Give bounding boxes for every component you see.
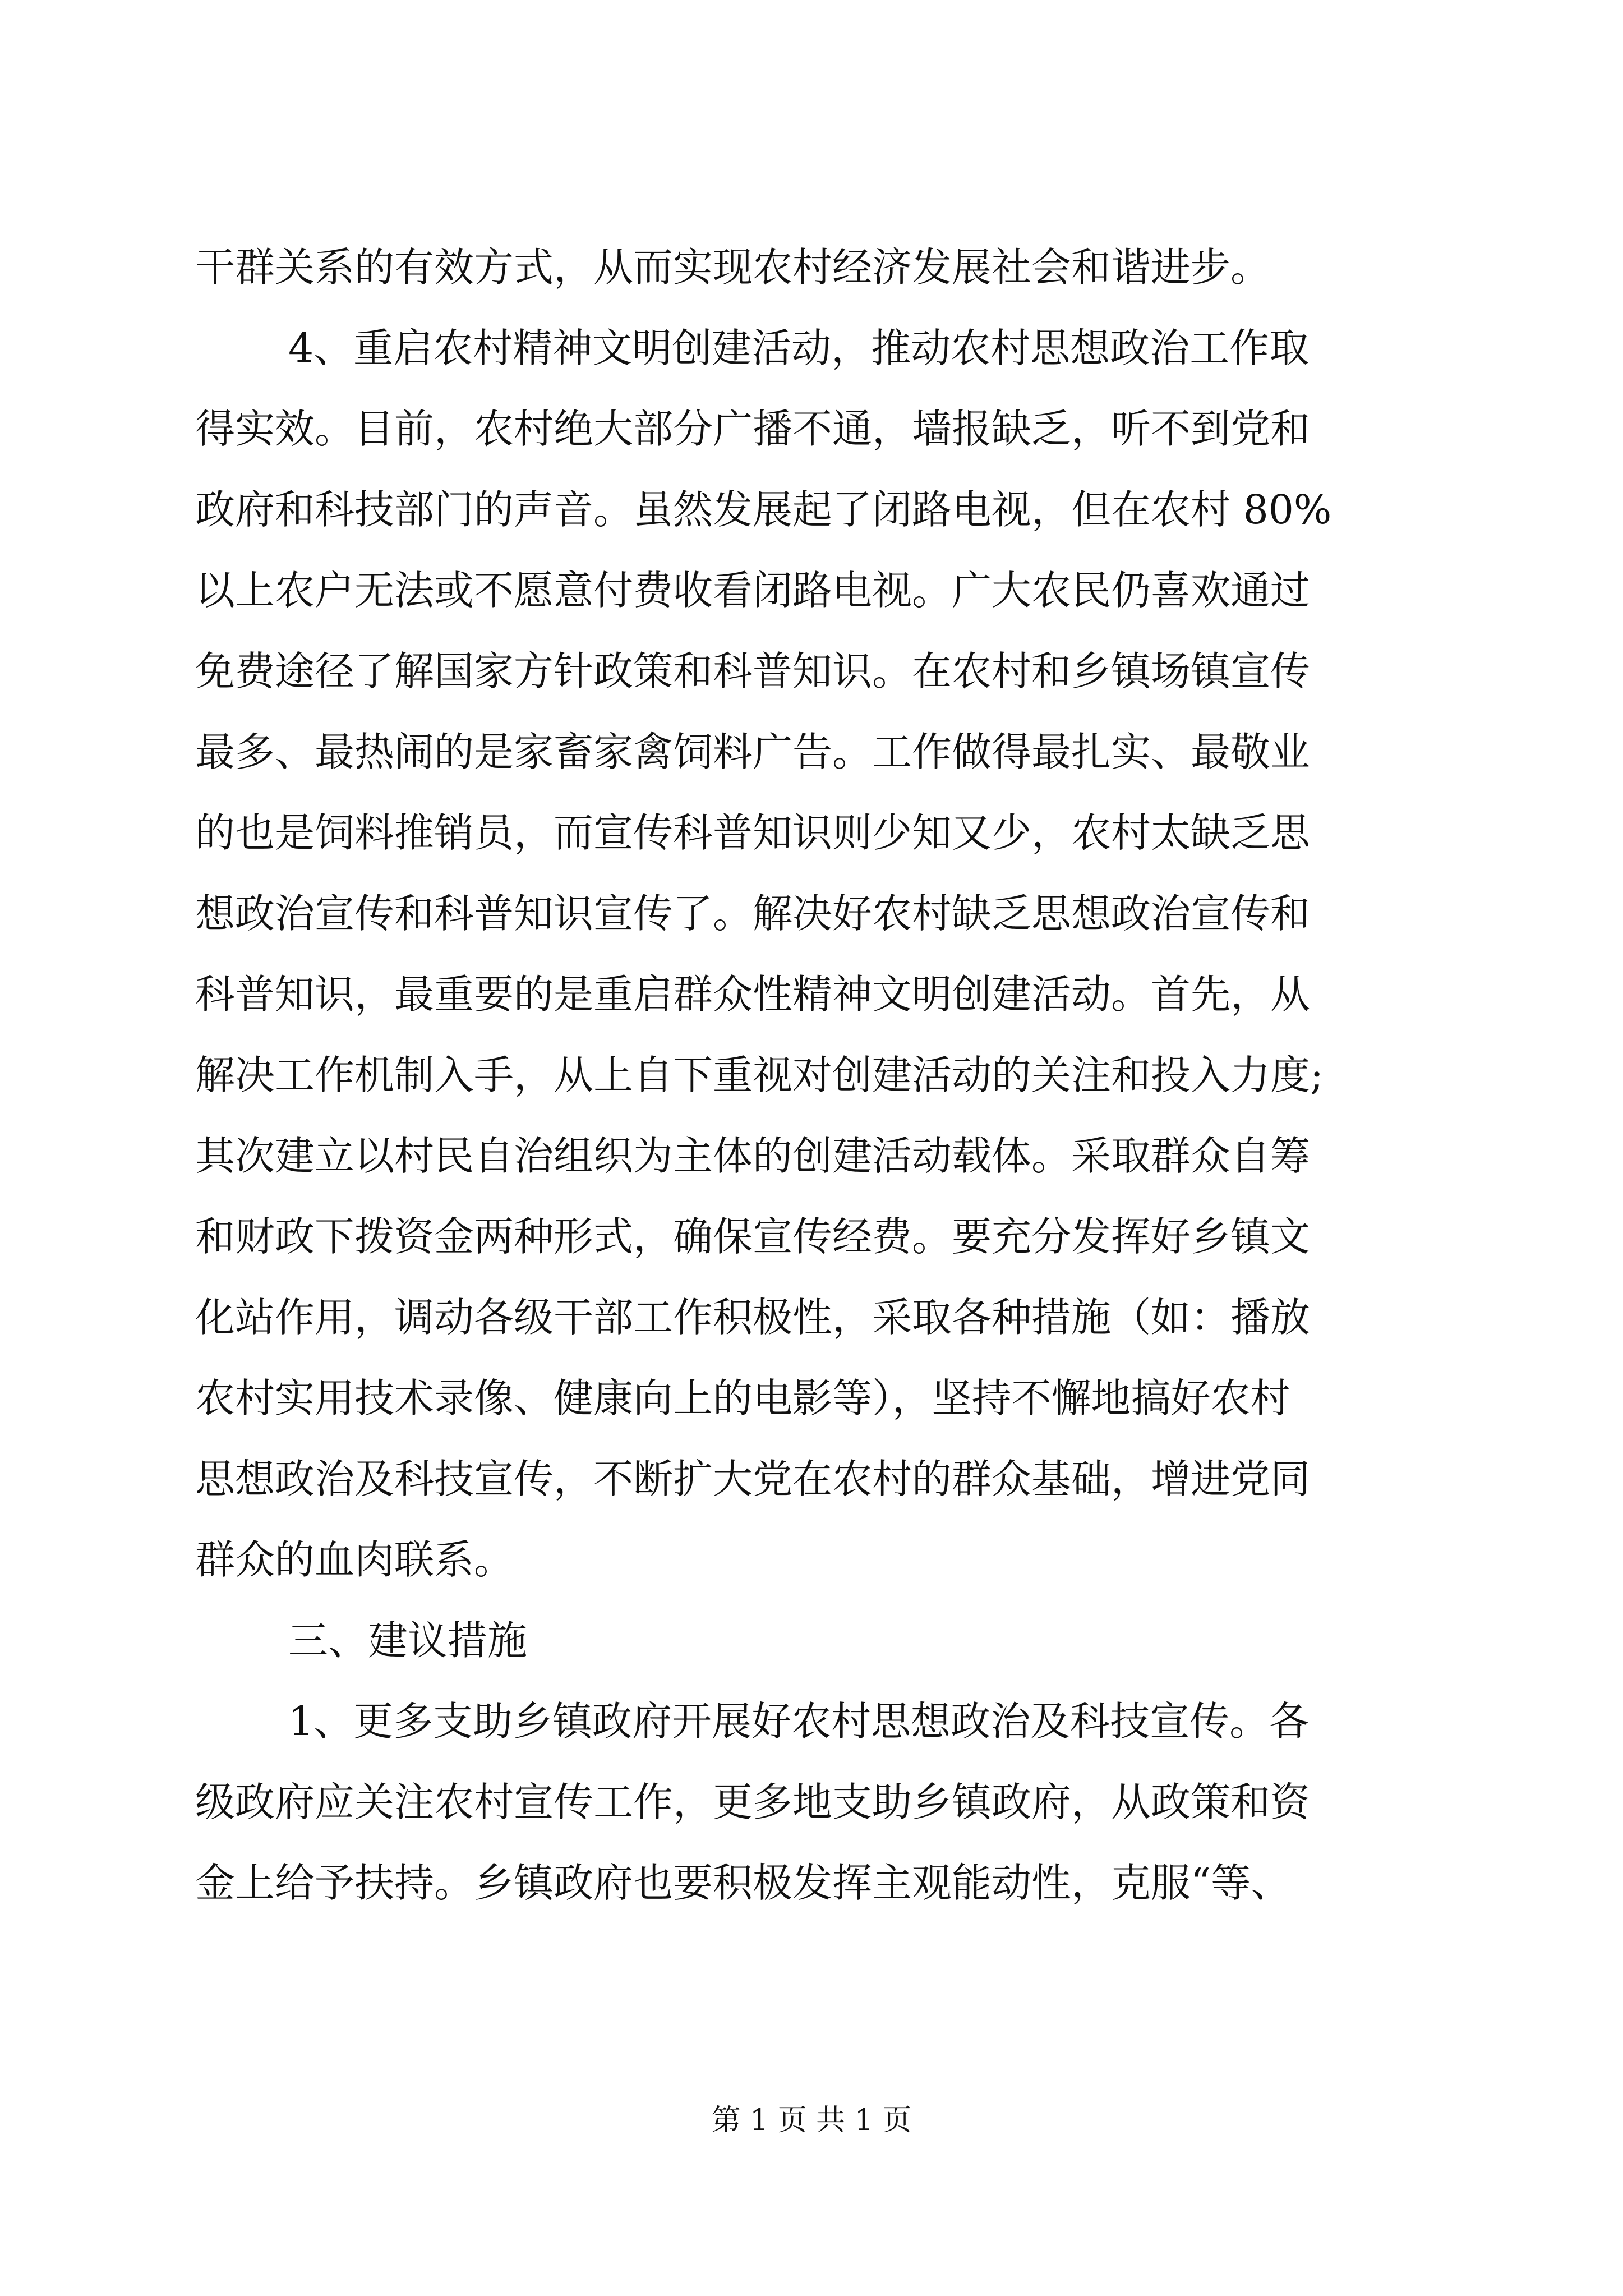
text-line: 和财政下拨资金两种形式，确保宣传经费。要充分发挥好乡镇文 xyxy=(195,1213,1311,1260)
text-line: 免费途径了解国家方针政策和科普知识。在农村和乡镇场镇宣传 xyxy=(195,648,1311,694)
text-line: 解决工作机制入手，从上自下重视对创建活动的关注和投入力度; xyxy=(195,1052,1324,1098)
paragraph-start-line: 1、更多支助乡镇政府开展好农村思想政治及科技宣传。各 xyxy=(288,1698,1310,1745)
text-line: 政府和科技部门的声音。虽然发展起了闭路电视，但在农村 80% xyxy=(195,486,1332,533)
text-line: 农村实用技术录像、健康向上的电影等），坚持不懈地搞好农村 xyxy=(195,1375,1290,1421)
text-line: 科普知识，最重要的是重启群众性精神文明创建活动。首先，从 xyxy=(195,971,1311,1018)
text-line: 得实效。目前，农村绝大部分广播不通，墙报缺乏，听不到党和 xyxy=(195,406,1311,452)
paragraph-start-line: 4、重启农村精神文明创建活动，推动农村思想政治工作取 xyxy=(288,325,1310,371)
text-line: 最多、最热闹的是家畜家禽饲料广告。工作做得最扎实、最敬业 xyxy=(195,729,1311,775)
text-line: 思想政治及科技宣传，不断扩大党在农村的群众基础，增进党同 xyxy=(195,1456,1311,1502)
text-line: 以上农户无法或不愿意付费收看闭路电视。广大农民仍喜欢通过 xyxy=(195,567,1311,614)
text-line: 化站作用，调动各级干部工作积极性，采取各种措施（如：播放 xyxy=(195,1294,1311,1341)
text-line: 其次建立以村民自治组织为主体的创建活动载体。采取群众自筹 xyxy=(195,1133,1311,1179)
text-line: 级政府应关注农村宣传工作，更多地支助乡镇政府，从政策和资 xyxy=(195,1779,1311,1825)
text-line: 金上给予扶持。乡镇政府也要积极发挥主观能动性，克服“等、 xyxy=(195,1860,1291,1906)
page-footer xyxy=(0,2098,1623,2143)
text-line: 干群关系的有效方式，从而实现农村经济发展社会和谐进步。 xyxy=(195,244,1271,291)
section-heading: 三、建议措施 xyxy=(288,1617,528,1664)
text-line: 群众的血肉联系。 xyxy=(195,1536,514,1583)
text-line: 想政治宣传和科普知识宣传了。解决好农村缺乏思想政治宣传和 xyxy=(195,890,1311,937)
text-line: 的也是饲料推销员，而宣传科普知识则少知又少，农村太缺乏思 xyxy=(195,809,1311,856)
page-number-label: 第 1 页 共 1 页 xyxy=(711,2104,912,2137)
